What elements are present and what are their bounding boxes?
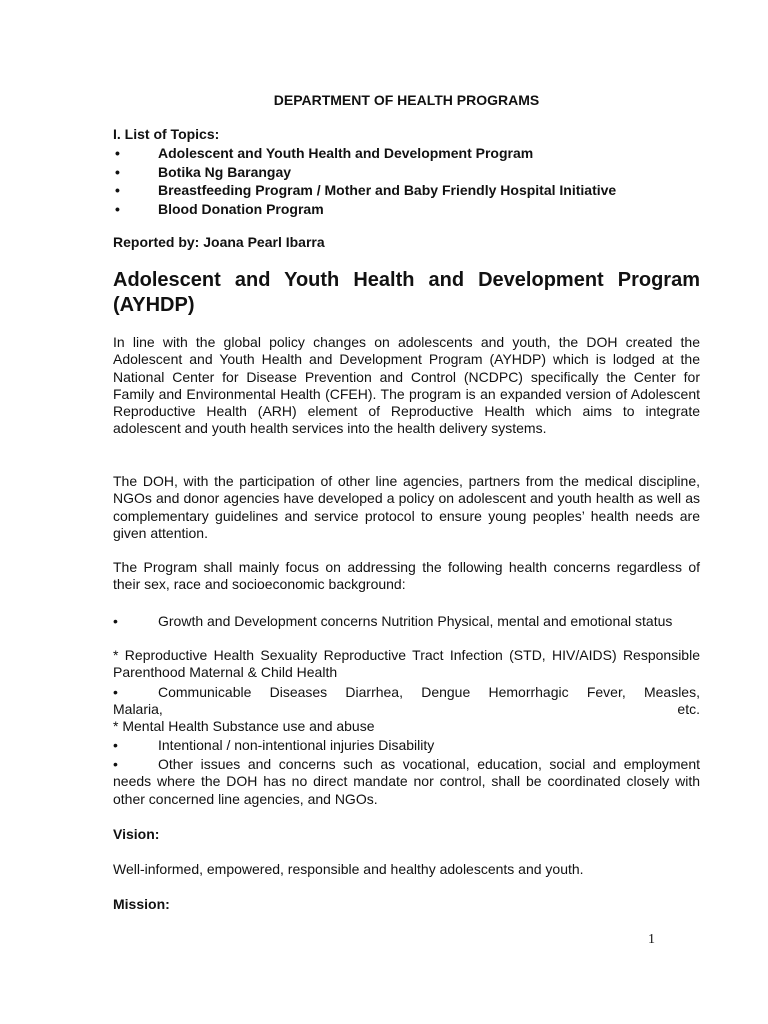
concern-injuries <box>113 737 700 754</box>
concern-text: Intentional / non-intentional injuries Disability <box>158 737 435 753</box>
paragraph-policy: The DOH, with the participation of other line agencies, partners from the medical discipline, NGOs and donor agencies have developed a policy on adolescent and youth health as well as complementary guidelines and service protocol to ensure young peoples’ health needs are given attention. <box>113 473 700 541</box>
concern-text: Other issues and concerns such as vocational, education, social and employment needs where the DOH has no direct mandate nor control, shall be coordinated closely with other concerned line agencies, and NGOs. <box>113 756 700 807</box>
bullet-icon: • <box>113 737 118 753</box>
bullet-icon: • <box>115 164 120 180</box>
concern-text: * Reproductive Health Sexuality Reproductive Tract Infection (STD, HIV/AIDS) Responsible Parenthood Maternal & Child Health <box>113 647 700 681</box>
concern-text: Communicable Diseases Diarrhea, Dengue Hemorrhagic Fever, Measles, <box>158 684 700 700</box>
vision-label: Vision: <box>113 826 160 842</box>
concern-reproductive <box>113 647 700 682</box>
paragraph-intro: In line with the global policy changes on adolescents and youth, the DOH created the Adolescent and Youth Health and Development Program (AYHDP) which is lodged at the National Center for Disease Prevention and Control (NCDPC) specifically the Center for Family and Environmental Health (CFEH). The program is an expanded version of Adolescent Reproductive Health (ARH) element of Reproductive Health which aims to integrate adolescent and youth health services into the health delivery systems. <box>113 334 700 437</box>
topic-label: Blood Donation Program <box>158 201 324 217</box>
concern-other <box>113 756 700 808</box>
document-title: DEPARTMENT OF HEALTH PROGRAMS <box>273 92 540 108</box>
vision-text: Well-informed, empowered, responsible and healthy adolescents and youth. <box>113 861 584 877</box>
bullet-icon: • <box>113 613 118 629</box>
bullet-icon: • <box>115 182 120 198</box>
concern-communicable-line1 <box>113 684 700 701</box>
bullet-icon: • <box>113 756 118 772</box>
concern-text: * Mental Health Substance use and abuse <box>113 718 375 734</box>
topic-label: Breastfeeding Program / Mother and Baby Friendly Hospital Initiative <box>158 182 617 198</box>
bullet-icon: • <box>113 684 118 700</box>
topic-label: Adolescent and Youth Health and Development Program <box>158 145 534 161</box>
paragraph-focus: The Program shall mainly focus on addressing the following health concerns regardless of their sex, race and socioeconomic background: <box>113 559 700 593</box>
concern-mental <box>113 718 700 735</box>
concern-communicable-line2 <box>113 701 700 718</box>
topics-heading: I. List of Topics: <box>113 126 220 142</box>
concern-text: Growth and Development concerns Nutrition Physical, mental and emotional status <box>158 613 673 629</box>
page-number: 1 <box>648 932 655 947</box>
concern-text-end: etc. <box>677 701 700 717</box>
reported-by: Reported by: Joana Pearl Ibarra <box>113 234 325 250</box>
bullet-icon: • <box>115 145 120 161</box>
concern-text: Malaria, <box>113 701 163 717</box>
section-heading: Adolescent and Youth Health and Development Program (AYHDP) <box>113 269 700 316</box>
concern-growth <box>113 613 700 630</box>
bullet-icon: • <box>115 201 120 217</box>
topic-label: Botika Ng Barangay <box>158 164 292 180</box>
mission-label: Mission: <box>113 896 170 912</box>
